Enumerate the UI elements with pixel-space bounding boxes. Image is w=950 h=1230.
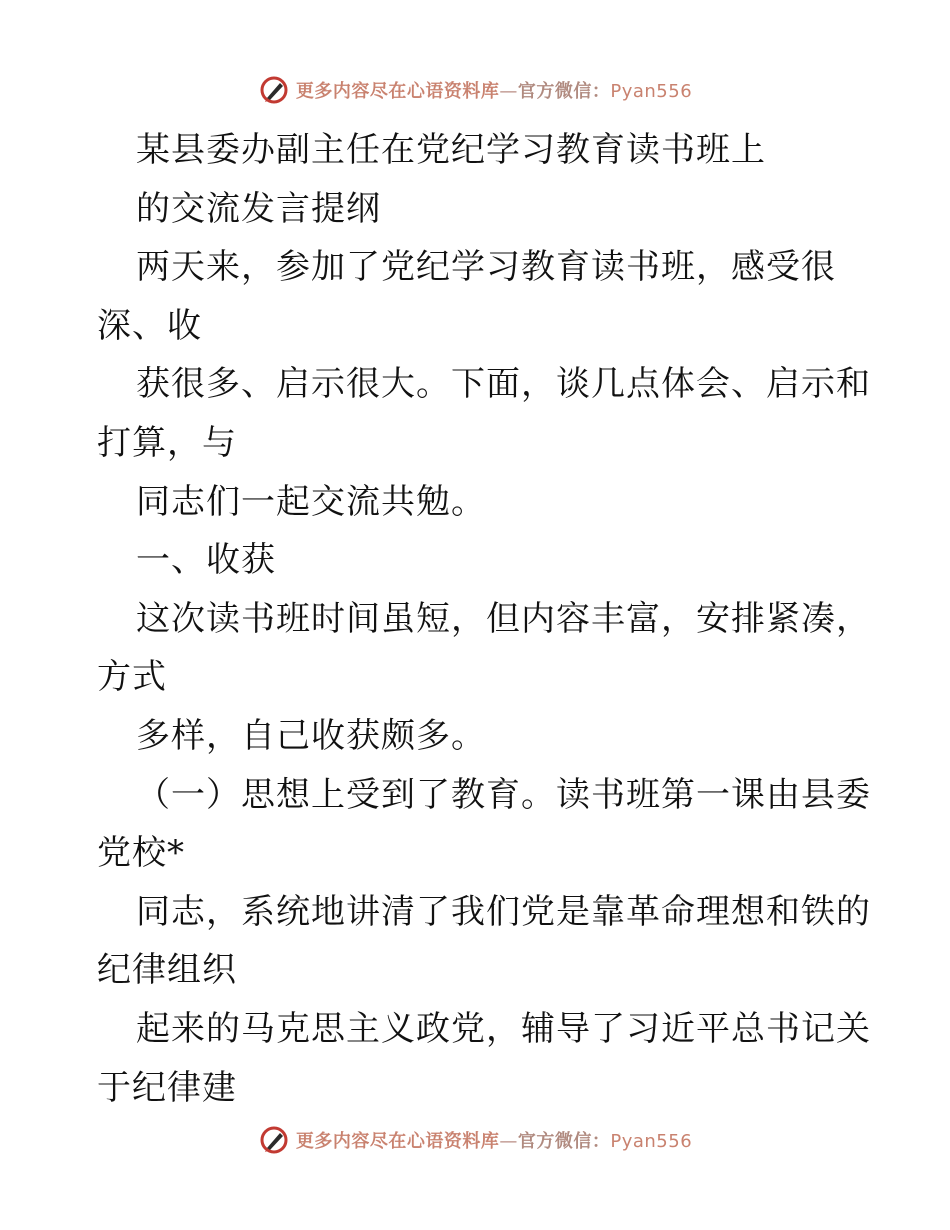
watermark-dash: — bbox=[499, 81, 518, 102]
text-line: 深、收 bbox=[97, 305, 202, 346]
watermark-text bbox=[296, 1127, 692, 1153]
watermark-banner-top bbox=[0, 70, 950, 110]
pen-logo-icon bbox=[258, 74, 290, 106]
watermark-site: 更多内容尽在心语资料库 bbox=[295, 1131, 500, 1152]
text-line: 获很多、启示很大。下面，谈几点体会、启示和 bbox=[136, 364, 871, 405]
watermark-handle: Pyan556 bbox=[610, 81, 693, 102]
text-line: 于纪律建 bbox=[97, 1067, 237, 1108]
watermark-banner-bottom bbox=[0, 1120, 950, 1160]
section-heading: 一、收获 bbox=[136, 540, 276, 581]
text-line: 纪律组织 bbox=[97, 950, 237, 991]
watermark-handle: Pyan556 bbox=[610, 1131, 693, 1152]
document-body bbox=[0, 121, 950, 1117]
text-line: 的交流发言提纲 bbox=[136, 188, 381, 229]
text-line: 多样，自己收获颇多。 bbox=[136, 715, 486, 756]
text-line: 打算，与 bbox=[97, 422, 237, 463]
text-line: 起来的马克思主义政党，辅导了习近平总书记关 bbox=[136, 1008, 871, 1049]
text-line: 方式 bbox=[97, 657, 167, 698]
text-line: 党校* bbox=[97, 833, 185, 874]
text-line: 某县委办副主任在党纪学习教育读书班上 bbox=[136, 130, 766, 170]
text-line: （一）思想上受到了教育。读书班第一课由县委 bbox=[136, 774, 871, 815]
text-line: 两天来，参加了党纪学习教育读书班，感受很 bbox=[136, 247, 836, 288]
watermark-wechat-label: 官方微信： bbox=[517, 1131, 611, 1152]
text-line: 同志们一起交流共勉。 bbox=[136, 481, 486, 522]
watermark-wechat-label: 官方微信： bbox=[517, 81, 611, 102]
watermark-text bbox=[296, 77, 692, 103]
watermark-site: 更多内容尽在心语资料库 bbox=[295, 81, 500, 102]
pen-logo-icon bbox=[258, 1124, 290, 1156]
text-line: 同志，系统地讲清了我们党是靠革命理想和铁的 bbox=[136, 891, 871, 932]
text-line: 这次读书班时间虽短，但内容丰富，安排紧凑， bbox=[136, 598, 871, 639]
watermark-dash: — bbox=[499, 1131, 518, 1152]
